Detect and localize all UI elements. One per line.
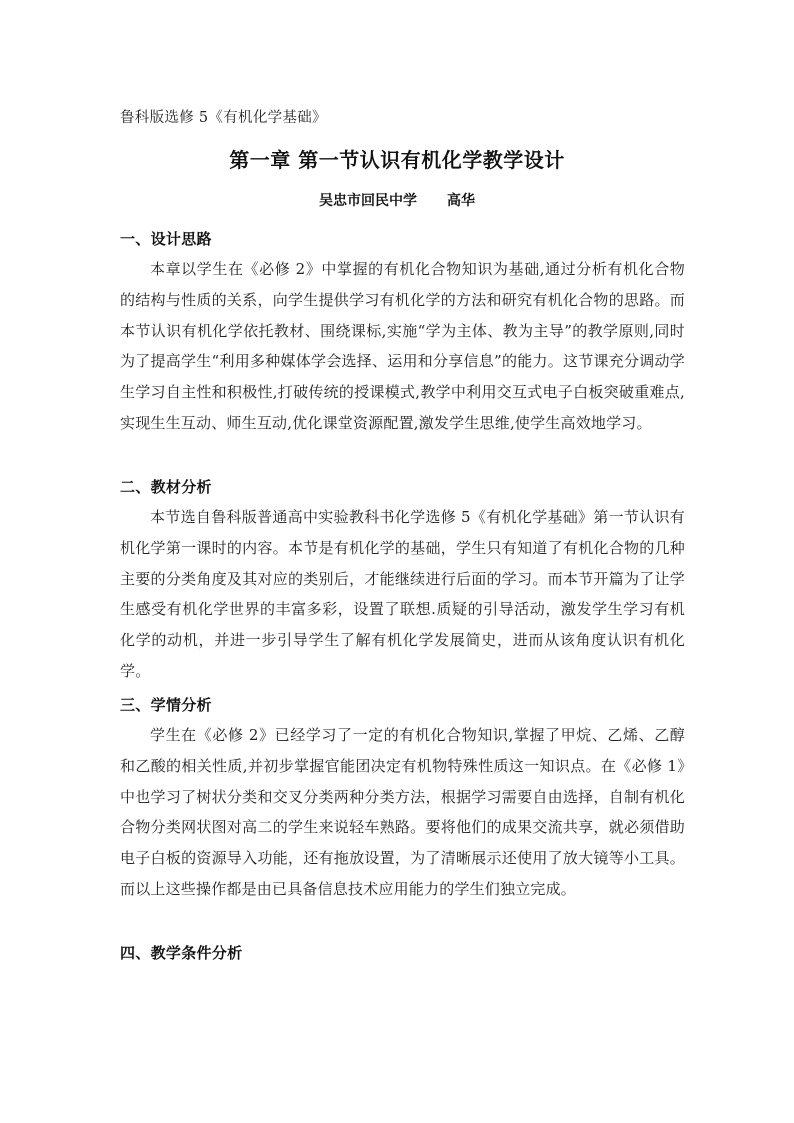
section-body-design: 本章以学生在《必修 2》中掌握的有机化合物知识为基础,通过分析有机化合物的结构与性质的关系，向学生提供学习有机化学的方法和研究有机化合物的思路。而本节认识有机化学依托教材、围绕课标,实施“学为主体、教为主导”的教学原则,同时为了提高学生“利用多种媒体学会选择、运用和分享信息”的能力。这节课充分调动学生学习自主性和积极性,打破传统的授课模式,教学中利用交互式电子白板突破重难点,实现生生互动、师生互动,优化课堂资源配置,激发学生思维,使学生高效地学习。 <box>120 260 685 432</box>
section-heading-learners: 三、学情分析 <box>120 696 212 714</box>
school-name: 吴忠市回民中学 <box>319 193 417 209</box>
page-title: 第一章 第一节认识有机化学教学设计 <box>229 148 565 172</box>
section-heading-textbook: 二、教材分析 <box>120 478 212 496</box>
textbook-series: 鲁科版选修 5《有机化学基础》 <box>120 110 327 126</box>
author-name: 高华 <box>447 193 475 209</box>
section-heading-design: 一、设计思路 <box>120 230 212 248</box>
section-body-textbook: 本节选自鲁科版普通高中实验教科书化学选修 5《有机化学基础》第一节认识有机化学第一课时的内容。本节是有机化学的基础，学生只有知道了有机化合物的几种主要的分类角度及其对应的类别后，才能继续进行后面的学习。而本节开篇为了让学生感受有机化学世界的丰富多彩，设置了联想.质疑的引导活动，激发学生学习有机化学的动机，并进一步引导学生了解有机化学发展简史，进而从该角度认识有机化学。 <box>120 508 685 680</box>
author-line <box>0 190 794 210</box>
section-body-learners: 学生在《必修 2》已经学习了一定的有机化合物知识,掌握了甲烷、乙烯、乙醇和乙酸的相关性质,并初步掌握官能团决定有机物特殊性质这一知识点。在《必修 1》中也学习了树状分类和交叉分类两种分类方法，根据学习需要自由选择，自制有机化合物分类网状图对高二的学生来说轻车熟路。要将他们的成果交流共享，就必须借助电子白板的资源导入功能，还有拖放设置，为了清晰展示还使用了放大镜等小工具。而以上这些操作都是由已具备信息技术应用能力的学生们独立完成。 <box>120 726 685 898</box>
section-heading-conditions: 四、教学条件分析 <box>120 944 243 962</box>
